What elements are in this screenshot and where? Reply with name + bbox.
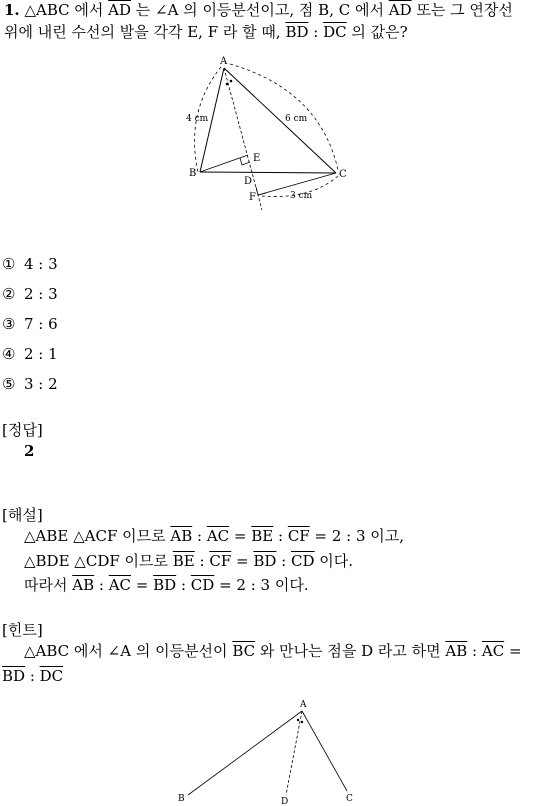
label-c: C bbox=[339, 169, 347, 180]
segment-bd: $\overline{BD}$ bbox=[2, 667, 26, 685]
label-d: D bbox=[244, 176, 253, 187]
explanation-line-3 bbox=[24, 575, 309, 595]
hint-line-2 bbox=[2, 666, 63, 686]
choice-5[interactable] bbox=[2, 375, 58, 393]
explanation-text: = 2 : 3 이다. bbox=[214, 576, 309, 594]
explanation-text: 이다. bbox=[314, 552, 354, 570]
segment-ad: $\overline{AD}$ bbox=[108, 1, 131, 19]
explanation-text: = 2 : 3 이고, bbox=[309, 527, 405, 545]
angle-mark bbox=[297, 719, 299, 721]
side-bc bbox=[200, 172, 336, 173]
label-d: D bbox=[281, 797, 289, 806]
explanation-header: [해설] bbox=[2, 506, 43, 524]
angle-mark bbox=[230, 80, 233, 83]
segment-bd: $\overline{BD}$ bbox=[253, 552, 277, 570]
question-text: △ABC 에서 bbox=[24, 1, 109, 19]
segment-ad: $\overline{AD}$ bbox=[388, 1, 412, 19]
right-angle-e bbox=[240, 158, 250, 165]
question-line-2 bbox=[4, 22, 408, 42]
choice-2[interactable] bbox=[2, 285, 58, 303]
angle-mark bbox=[301, 721, 303, 723]
triangle-figure-2 bbox=[0, 691, 534, 806]
ratio-separator: : bbox=[192, 527, 207, 545]
label-c: C bbox=[346, 794, 353, 804]
choice-number: ④ bbox=[2, 345, 16, 363]
segment-ab: $\overline{AB}$ bbox=[72, 576, 95, 594]
segment-bd: $\overline{BD}$ bbox=[285, 23, 309, 41]
answer-header: [정답] bbox=[2, 421, 43, 439]
explanation-line-2 bbox=[24, 551, 353, 571]
question-number: 1. bbox=[4, 1, 20, 19]
length-ab: 4 cm bbox=[186, 114, 209, 124]
choice-number: ① bbox=[2, 255, 16, 273]
ratio-separator: : bbox=[467, 642, 482, 660]
label-b: B bbox=[178, 794, 185, 804]
segment-dc: $\overline{DC}$ bbox=[323, 23, 347, 41]
ratio-separator: : bbox=[276, 552, 291, 570]
segment-dc: $\overline{DC}$ bbox=[39, 667, 64, 685]
perp-be bbox=[200, 155, 248, 172]
segment-cd: $\overline{CD}$ bbox=[291, 552, 315, 570]
label-a: A bbox=[220, 56, 228, 67]
question-text: 위에 내린 수선의 발을 각각 E, F 라 할 때, bbox=[4, 23, 286, 41]
ratio-separator: : bbox=[273, 527, 288, 545]
segment-bc: $\overline{BC}$ bbox=[232, 642, 256, 660]
choice-number: ② bbox=[2, 285, 16, 303]
side-ac bbox=[302, 711, 347, 791]
label-b: B bbox=[189, 168, 197, 179]
question-text: 는 ∠A 의 이등분선이고, 점 B, C 에서 bbox=[130, 1, 389, 19]
bisector-ad bbox=[286, 711, 302, 795]
segment-be: $\overline{BE}$ bbox=[172, 552, 195, 570]
segment-ac: $\overline{AC}$ bbox=[108, 576, 132, 594]
segment-cf: $\overline{CF}$ bbox=[209, 552, 232, 570]
explanation-text: △BDE △CDF 이므로 bbox=[24, 552, 173, 570]
ratio-separator: : bbox=[194, 552, 210, 570]
hint-text: △ABC 에서 ∠A 의 이등분선이 bbox=[24, 642, 233, 660]
answer-value: 2 bbox=[24, 442, 35, 460]
choice-text: 3 : 2 bbox=[24, 375, 58, 393]
segment-cf: $\overline{CF}$ bbox=[287, 527, 310, 545]
equals-sign: = bbox=[229, 527, 252, 545]
question-text: 또는 그 연장선 bbox=[411, 1, 513, 19]
choice-text: 2 : 3 bbox=[24, 285, 58, 303]
equals-sign: = bbox=[231, 552, 254, 570]
arc-ac bbox=[230, 64, 338, 170]
choice-3[interactable] bbox=[2, 315, 58, 333]
choice-text: 4 : 3 bbox=[24, 255, 58, 273]
segment-ac: $\overline{AC}$ bbox=[481, 642, 505, 660]
label-f: F bbox=[249, 192, 256, 203]
length-ac: 6 cm bbox=[285, 114, 308, 124]
choice-number: ③ bbox=[2, 315, 16, 333]
segment-cd: $\overline{CD}$ bbox=[190, 576, 215, 594]
ratio-separator: : bbox=[94, 576, 109, 594]
question-line-1 bbox=[4, 0, 513, 20]
explanation-line-1 bbox=[24, 526, 404, 546]
question-text: 의 값은? bbox=[346, 23, 408, 41]
segment-ab: $\overline{AB}$ bbox=[445, 642, 468, 660]
explanation-text: 따라서 bbox=[24, 576, 73, 594]
label-a: A bbox=[300, 700, 307, 710]
choice-number: ⑤ bbox=[2, 375, 16, 393]
length-cf: 3 cm bbox=[290, 191, 313, 201]
segment-ac: $\overline{AC}$ bbox=[206, 527, 230, 545]
triangle-figure-1 bbox=[0, 50, 534, 280]
choice-text: 7 : 6 bbox=[24, 315, 58, 333]
hint-text: 와 만나는 점을 D 라고 하면 bbox=[255, 642, 446, 660]
choice-4[interactable] bbox=[2, 345, 58, 363]
segment-bd: $\overline{BD}$ bbox=[153, 576, 177, 594]
ratio-separator: : bbox=[176, 576, 191, 594]
angle-mark bbox=[226, 83, 229, 86]
choice-1[interactable] bbox=[2, 255, 58, 273]
equals-sign: = bbox=[131, 576, 154, 594]
segment-ab: $\overline{AB}$ bbox=[170, 527, 193, 545]
explanation-text: △ABE △ACF 이므로 bbox=[24, 527, 171, 545]
ratio-separator: : bbox=[25, 667, 40, 685]
segment-be: $\overline{BE}$ bbox=[251, 527, 274, 545]
side-ab bbox=[188, 711, 302, 795]
choice-text: 2 : 1 bbox=[24, 345, 58, 363]
hint-header: [힌트] bbox=[2, 621, 43, 639]
equals-sign: = bbox=[504, 642, 522, 660]
label-e: E bbox=[253, 153, 261, 164]
hint-line-1 bbox=[24, 641, 522, 661]
ratio-separator: : bbox=[308, 23, 324, 41]
